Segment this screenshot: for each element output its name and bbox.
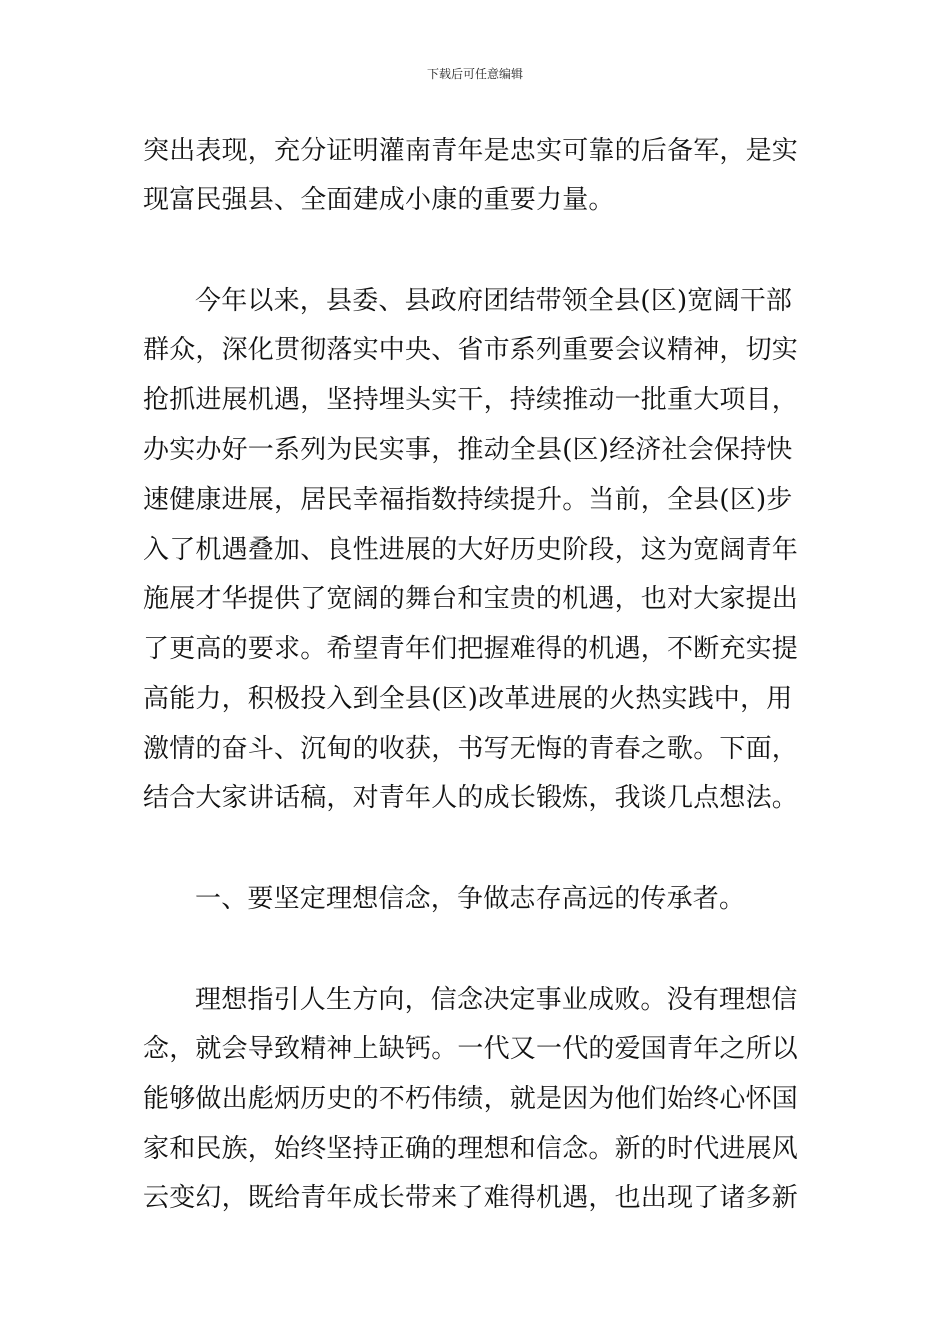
text-line: 结合大家讲话稿，对青年人的成长锻炼，我谈几点想法。 <box>143 783 799 813</box>
text-line: 突出表现，充分证明灌南青年是忠实可靠的后备军，是实 <box>143 136 799 166</box>
text-line: 理想指引人生方向，信念决定事业成败。没有理想信 <box>195 985 798 1015</box>
text-line: 家和民族，始终坚持正确的理想和信念。新的时代进展风 <box>143 1134 799 1164</box>
text-line: 能够做出彪炳历史的不朽伟绩，就是因为他们始终心怀国 <box>143 1084 799 1114</box>
text-line: 高能力，积极投入到全县(区)改革进展的火热实践中，用 <box>143 684 793 714</box>
heading-line: 一、要坚定理想信念，争做志存高远的传承者。 <box>195 884 746 914</box>
text-line: 今年以来，县委、县政府团结带领全县(区)宽阔干部 <box>195 286 793 316</box>
text-line: 群众，深化贯彻落实中央、省市系列重要会议精神，切实 <box>143 335 799 365</box>
text-line: 入了机遇叠加、良性进展的大好历史阶段，这为宽阔青年 <box>143 535 799 565</box>
text-line: 施展才华提供了宽阔的舞台和宝贵的机遇，也对大家提出 <box>143 584 799 614</box>
text-line: 现富民强县、全面建成小康的重要力量。 <box>143 185 615 215</box>
text-line: 速健康进展，居民幸福指数持续提升。当前，全县(区)步 <box>143 485 793 515</box>
page-header: 下载后可任意编辑 <box>426 67 523 81</box>
text-line: 抢抓进展机遇，坚持埋头实干，持续推动一批重大项目， <box>143 385 799 415</box>
text-line: 云变幻，既给青年成长带来了难得机遇，也出现了诸多新 <box>143 1183 799 1213</box>
text-line: 了更高的要求。希望青年们把握难得的机遇，不断充实提 <box>143 634 799 664</box>
text-line: 念，就会导致精神上缺钙。一代又一代的爱国青年之所以 <box>143 1034 799 1064</box>
text-line: 激情的奋斗、沉甸的收获，书写无悔的青春之歌。下面， <box>143 734 799 764</box>
text-line: 办实办好一系列为民实事，推动全县(区)经济社会保持快 <box>143 435 793 465</box>
